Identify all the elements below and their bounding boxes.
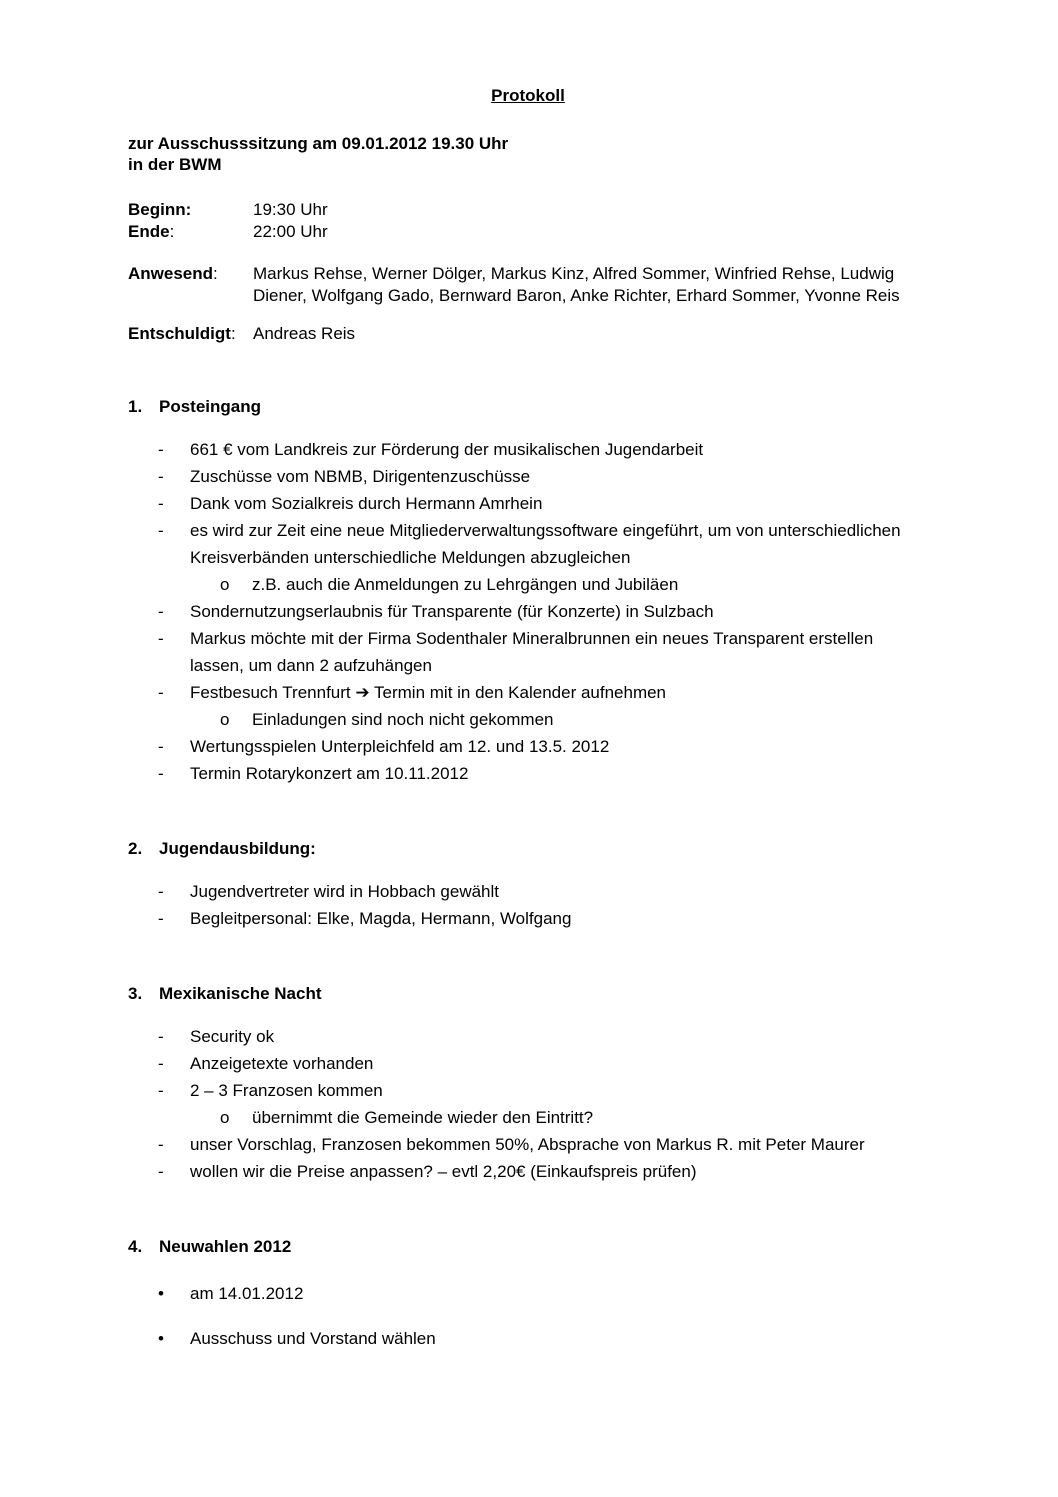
list-item-text: Einladungen sind noch nicht gekommen xyxy=(252,710,554,729)
meta-label: Entschuldigt: xyxy=(128,324,236,343)
bullet-marker: o xyxy=(220,575,230,594)
sections-block xyxy=(128,393,928,1352)
meta-label: Beginn: xyxy=(128,200,192,219)
section-items xyxy=(128,436,928,787)
section-heading xyxy=(128,1233,928,1260)
list-item xyxy=(158,878,928,905)
document-intro xyxy=(128,133,928,175)
section-number: 4. xyxy=(128,1237,143,1256)
bullet-marker: • xyxy=(158,1329,164,1348)
list-item-text: Dank vom Sozialkreis durch Hermann Amrhein xyxy=(190,494,543,513)
list-item-text: Termin Rotarykonzert am 10.11.2012 xyxy=(190,764,469,783)
list-item-text: Jugendvertreter wird in Hobbach gewählt xyxy=(190,882,500,901)
list-item xyxy=(158,1077,928,1104)
list-item-text: 2 – 3 Franzosen kommen xyxy=(190,1081,383,1100)
section-number: 1. xyxy=(128,397,143,416)
list-item xyxy=(158,1131,928,1158)
list-item-text: es wird zur Zeit eine neue Mitgliederverwaltungssoftware eingeführt, um von unterschiedlichen Kreisverbänden unterschiedliche Meldungen abzugleichen xyxy=(190,521,901,567)
meta-row-entschuldigt xyxy=(128,323,928,345)
meta-row-beginn xyxy=(128,199,928,221)
list-item xyxy=(158,625,928,679)
list-item xyxy=(158,760,928,787)
bullet-marker: o xyxy=(220,1108,230,1127)
section-1 xyxy=(128,393,928,787)
list-item xyxy=(158,598,928,625)
section-heading xyxy=(128,835,928,862)
bullet-marker: - xyxy=(158,882,164,901)
bullet-marker: - xyxy=(158,764,164,783)
document-title: Protokoll xyxy=(491,86,565,105)
list-item-text: Sondernutzungserlaubnis für Transparente (für Konzerte) in Sulzbach xyxy=(190,602,714,621)
bullet-marker: - xyxy=(158,629,164,648)
meta-colon: : xyxy=(185,200,192,219)
meta-colon: : xyxy=(213,264,218,283)
section-title: Posteingang xyxy=(159,397,262,416)
list-item xyxy=(220,1104,928,1131)
section-title: Mexikanische Nacht xyxy=(159,984,322,1003)
list-item-text: 661 € vom Landkreis zur Förderung der musikalischen Jugendarbeit xyxy=(190,440,704,459)
intro-line-1: zur Ausschusssitzung am 09.01.2012 19.30 Uhr xyxy=(128,134,509,153)
section-items xyxy=(128,878,928,932)
meta-value: Andreas Reis xyxy=(253,324,356,343)
list-item-text: Anzeigetexte vorhanden xyxy=(190,1054,374,1073)
bullet-marker: - xyxy=(158,737,164,756)
bullet-marker: - xyxy=(158,602,164,621)
list-item-text: z.B. auch die Anmeldungen zu Lehrgängen und Jubiläen xyxy=(252,575,679,594)
list-item xyxy=(158,1325,928,1352)
section-3 xyxy=(128,980,928,1185)
list-item xyxy=(158,517,928,571)
intro-line-2: in der BWM xyxy=(128,155,222,174)
meta-row-anwesend xyxy=(128,263,928,306)
list-item xyxy=(220,571,928,598)
meta-value: Markus Rehse, Werner Dölger, Markus Kinz, Alfred Sommer, Winfried Rehse, Ludwig Diener, Wolfgang Gado, Bernward Baron, Anke Richter, Erhard Sommer, Yvonne Reis xyxy=(253,264,900,305)
section-heading xyxy=(128,393,928,420)
list-item xyxy=(158,1050,928,1077)
list-item xyxy=(158,1280,928,1307)
section-heading xyxy=(128,980,928,1007)
list-item-text: Security ok xyxy=(190,1027,275,1046)
list-item xyxy=(158,733,928,760)
meta-value: 22:00 Uhr xyxy=(253,222,328,241)
section-2 xyxy=(128,835,928,932)
list-item-text: Begleitpersonal: Elke, Magda, Hermann, Wolfgang xyxy=(190,909,572,928)
list-item-text: Zuschüsse vom NBMB, Dirigentenzuschüsse xyxy=(190,467,531,486)
bullet-marker: - xyxy=(158,467,164,486)
section-number: 2. xyxy=(128,839,143,858)
list-item xyxy=(158,1023,928,1050)
bullet-marker: - xyxy=(158,440,164,459)
list-item xyxy=(158,679,928,706)
section-title: Neuwahlen 2012 xyxy=(159,1237,292,1256)
list-item xyxy=(158,1158,928,1185)
list-item-text: unser Vorschlag, Franzosen bekommen 50%, Absprache von Markus R. mit Peter Maurer xyxy=(190,1135,865,1154)
list-item-text: wollen wir die Preise anpassen? – evtl 2,20€ (Einkaufspreis prüfen) xyxy=(190,1162,697,1181)
meta-colon: : xyxy=(169,222,175,241)
list-item-text: am 14.01.2012 xyxy=(190,1284,304,1303)
meta-label: Ende: xyxy=(128,222,175,241)
section-title: Jugendausbildung: xyxy=(159,839,316,858)
list-item xyxy=(158,463,928,490)
section-number: 3. xyxy=(128,984,143,1003)
list-item xyxy=(158,436,928,463)
section-4 xyxy=(128,1233,928,1352)
bullet-marker: - xyxy=(158,494,164,513)
list-item-text: übernimmt die Gemeinde wieder den Eintritt? xyxy=(252,1108,594,1127)
list-item-text: Ausschuss und Vorstand wählen xyxy=(190,1329,436,1348)
bullet-marker: - xyxy=(158,1054,164,1073)
list-item xyxy=(158,490,928,517)
meta-colon: : xyxy=(230,324,236,343)
meta-label: Anwesend: xyxy=(128,264,218,283)
section-items xyxy=(128,1023,928,1185)
bullet-marker: - xyxy=(158,1135,164,1154)
bullet-marker: • xyxy=(158,1284,164,1303)
bullet-marker: - xyxy=(158,1027,164,1046)
list-item xyxy=(158,905,928,932)
bullet-marker: - xyxy=(158,1162,164,1181)
list-item xyxy=(220,706,928,733)
list-item-text: Markus möchte mit der Firma Sodenthaler Mineralbrunnen ein neues Transparent erstellen lassen, um dann 2 aufzuhängen xyxy=(190,629,874,675)
bullet-marker: o xyxy=(220,710,230,729)
bullet-marker: - xyxy=(158,909,164,928)
bullet-marker: - xyxy=(158,1081,164,1100)
meta-block xyxy=(128,199,928,345)
meta-row-ende xyxy=(128,221,928,243)
list-item-text: Wertungsspielen Unterpleichfeld am 12. und 13.5. 2012 xyxy=(190,737,610,756)
bullet-marker: - xyxy=(158,683,164,702)
section-items xyxy=(128,1280,928,1352)
list-item-text: Festbesuch Trennfurt ➔ Termin mit in den Kalender aufnehmen xyxy=(190,683,667,702)
bullet-marker: - xyxy=(158,521,164,540)
meta-value: 19:30 Uhr xyxy=(253,200,328,219)
